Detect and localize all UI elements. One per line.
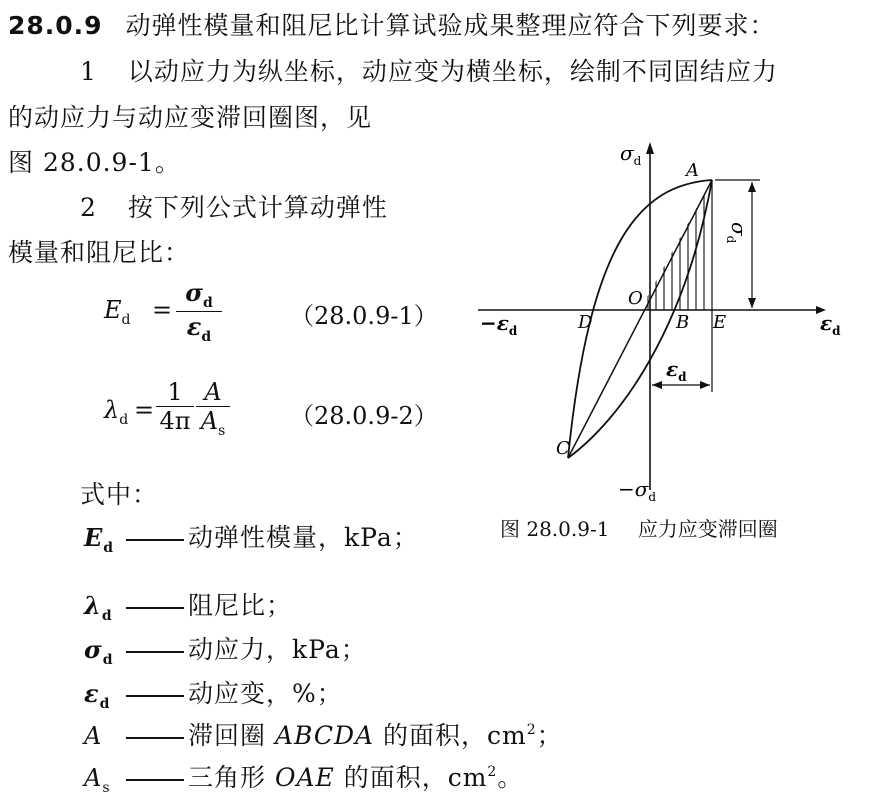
figure-caption-text: 应力应变滞回圈 [637,517,778,541]
sigma-dim-arrow-down-icon [748,298,756,308]
label-point-E: E [713,312,727,333]
section-heading [8,6,776,42]
definition-row-eps [84,674,343,712]
def-sym-main: ε [84,679,100,708]
item2-line1 [80,188,388,224]
where-label: 式中： [80,480,159,509]
definition-text-end: 。 [497,763,524,792]
definition-row-lambda [84,586,292,624]
label-eps-left: $-\varepsilon_d$ [480,311,518,338]
definition-row-sigma [84,630,367,668]
def-sym-main: E [84,523,104,552]
definition-symbol [84,591,120,624]
item1-text-line2: 的动应力与动应变滞回圈图，见 [8,103,373,132]
definition-text: 动应力，kPa； [188,635,367,664]
definition-row-As [84,758,523,796]
def-sym-sub: d [99,696,111,712]
definition-text: 阻尼比； [188,591,293,620]
formula1-den-symbol: ε [186,312,202,341]
label-eps-right: $\varepsilon_d$ [820,311,841,338]
label-point-C: C [556,438,570,459]
formula2-number: （28.0.9-2） [290,402,438,430]
formula2-frac2-denominator [196,407,230,439]
definition-symbol [84,764,120,796]
definition-text-pre: 三角形 [188,763,275,792]
definition-symbol [84,523,120,556]
formula2-fraction1 [156,378,194,435]
definition-row-Ed [84,518,419,556]
definition-text-post: 的面积，cm [374,721,527,750]
formula1-num-sub: d [202,295,213,311]
formula2-lhs-symbol: λ [104,396,120,424]
figure-caption-number: 图 28.0.9-1 [500,517,610,541]
definition-text-sup: 2 [487,764,498,780]
item1-text-line1: 以动应力为纵坐标，动应变为横坐标，绘制不同固结应力 [127,57,778,86]
definition-text-pre: 滞回圈 [188,721,275,750]
formula1-numerator [176,278,222,311]
formula2-equals: = [134,396,155,424]
triangle-hatching [648,170,704,315]
figure-caption [500,513,778,542]
definition-dash [126,607,184,609]
label-sigma-dim: $\sigma_d$ [724,222,751,244]
definition-dash [126,695,184,697]
def-sym-sub: s [102,780,111,796]
definition-dash [126,737,184,739]
item1-line1 [80,52,778,88]
label-point-D: D [578,312,593,333]
definition-text-end: ； [536,721,563,750]
formula1-num-symbol: σ [185,278,203,307]
formula1-fraction [176,278,222,345]
section-number: 28.0.9 [8,11,103,40]
eps-dim-arrow-left-icon [652,381,662,389]
hysteresis-loop-figure [470,130,870,505]
formula1-denominator [176,312,222,345]
item2-text-line2: 模量和阻尼比： [8,238,191,267]
formula2-lhs [104,396,128,428]
definition-text-italic: OAE [274,763,335,792]
label-point-B: B [676,312,690,333]
formula1-equals: = [152,296,173,324]
def-sym-main: A [84,722,103,750]
definition-dash [126,779,184,781]
definition-row-A [84,716,563,754]
definition-text-sup: 2 [526,722,537,738]
def-sym-sub: d [102,652,114,668]
formula1-lhs-sub: d [121,312,131,328]
formula2-fraction2 [196,378,230,439]
definition-text: 动弹性模量，kPa； [188,523,419,552]
definition-dash [126,651,184,653]
label-origin-O: O [628,288,643,309]
formula2-frac1-denominator: 4π [159,407,191,435]
formula2-frac2-numerator: A [204,378,222,406]
label-eps-dim: $\varepsilon_d$ [666,357,687,384]
def-sym-main: λ [84,591,102,620]
definition-text: 动应变，%； [188,679,343,708]
definition-symbol [84,635,120,668]
item1-number: 1 [80,57,97,86]
formula2-frac2-den-sub: s [218,423,226,439]
item2-number: 2 [80,193,97,222]
formula1-lhs [104,296,131,328]
label-sigma-top: $\sigma_d$ [620,141,642,168]
section-heading-text: 动弹性模量和阻尼比计算试验成果整理应符合下列要求： [125,11,776,40]
definition-dash [126,539,184,541]
item1-text-line3: 图 28.0.9-1。 [8,148,181,177]
stress-axis-arrow-icon [646,142,654,154]
formula1-den-sub: d [201,329,212,345]
def-sym-sub: d [101,608,113,624]
def-sym-sub: d [103,540,115,556]
label-sigma-bottom: $-\sigma_d$ [618,477,657,504]
def-sym-main: σ [84,635,103,664]
definition-symbol [84,722,120,754]
formula2-frac1-numerator: 1 [167,378,183,406]
definition-symbol [84,679,120,712]
definition-text-post: 的面积，cm [334,763,488,792]
definition-text-italic: ABCDA [274,721,375,750]
item2-text-line1: 按下列公式计算动弹性 [127,193,388,222]
label-point-A: A [686,160,699,181]
formula1-lhs-symbol: E [104,296,122,324]
formula1-number: （28.0.9-1） [290,302,438,330]
eps-dim-arrow-right-icon [700,381,710,389]
formula2-lhs-sub: d [119,412,129,428]
def-sym-main: A [84,764,103,792]
sigma-dim-arrow-up-icon [748,182,756,192]
formula2-frac2-den-symbol: A [200,407,219,435]
